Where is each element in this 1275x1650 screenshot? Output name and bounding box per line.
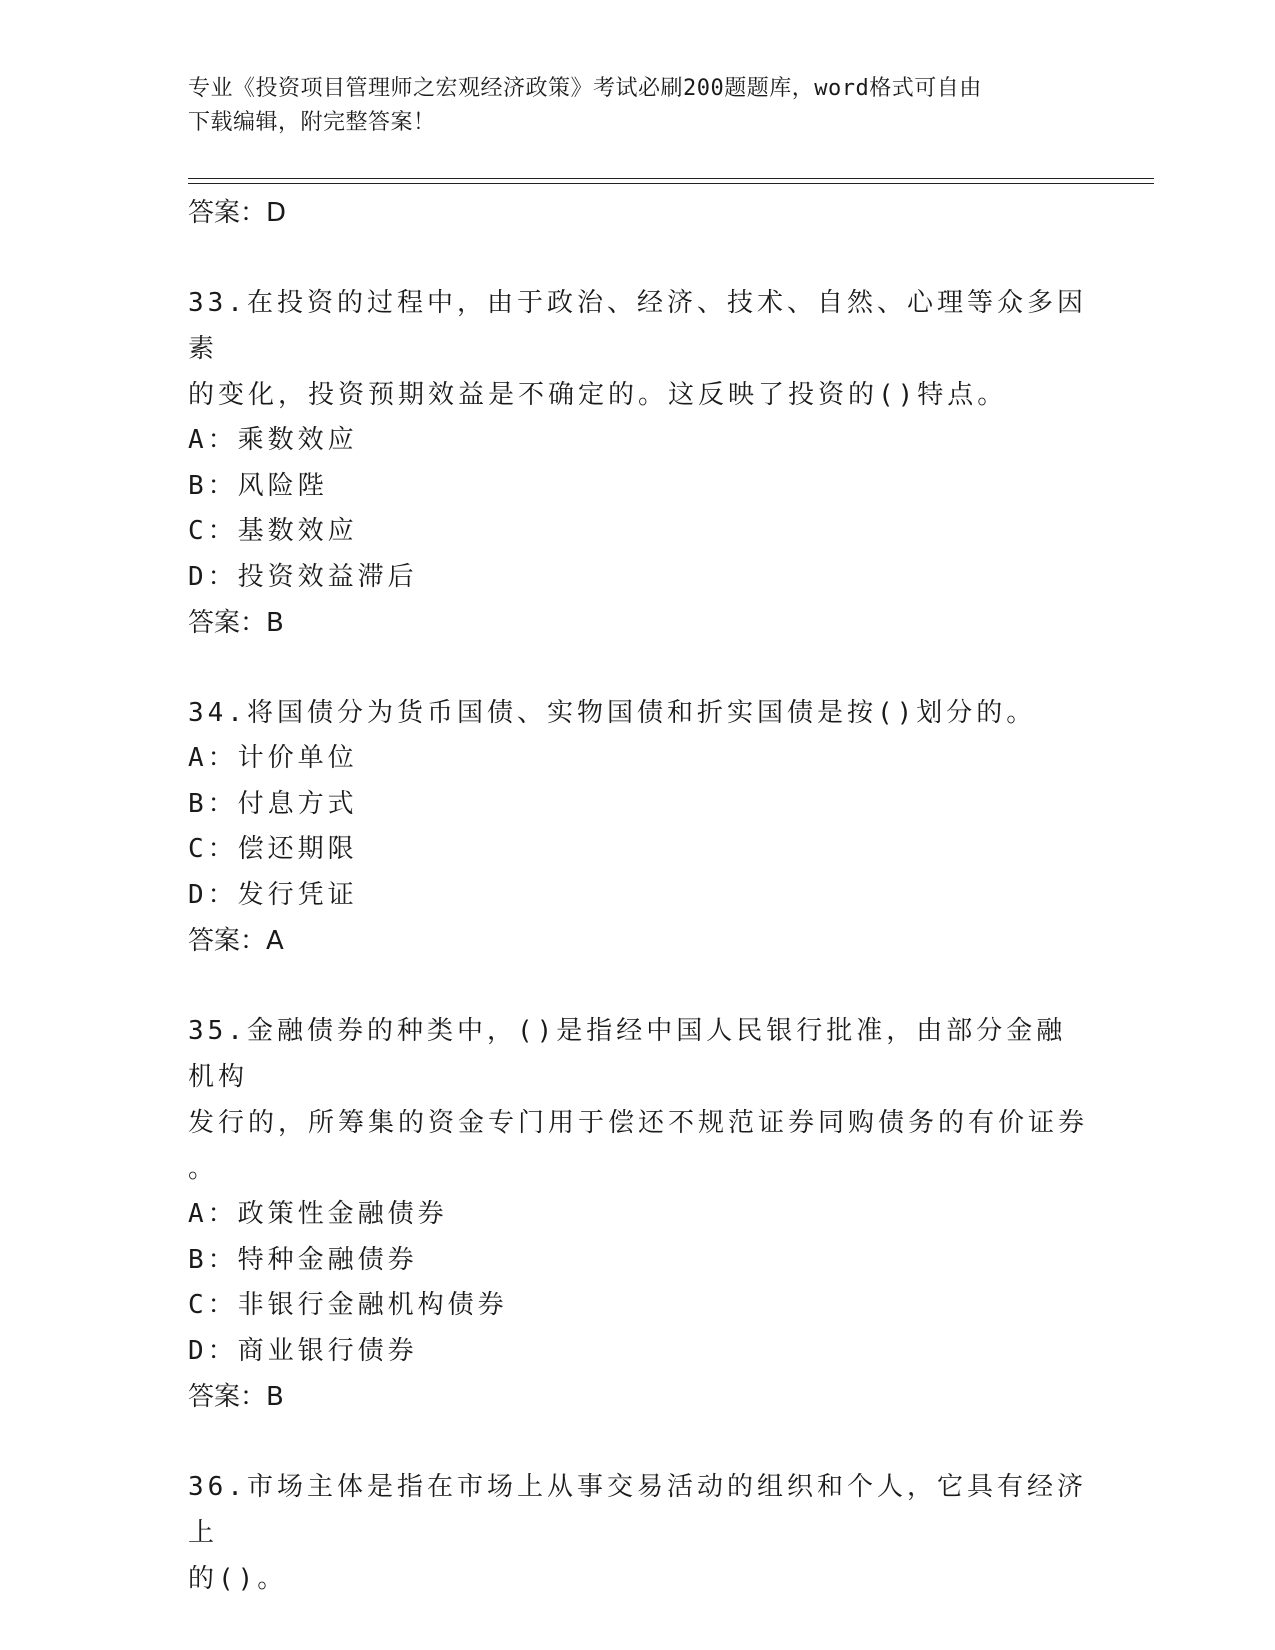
header-line-2: 下载编辑，附完整答案！: [188, 110, 436, 135]
option-b: B：风险陛: [188, 470, 328, 501]
document-body: [188, 190, 1088, 1602]
question-text: 的变化，投资预期效益是不确定的。这反映了投资的()特点。: [188, 380, 1008, 410]
option-d: D：投资效益滞后: [188, 561, 418, 592]
option-a: A：政策性金融债券: [188, 1199, 448, 1229]
question-text: 发行的，所筹集的资金专门用于偿还不规范证券同购债务的有价证券: [188, 1108, 1089, 1138]
header-divider-bottom: [188, 183, 1154, 184]
answer-line: 答案：B: [188, 1382, 284, 1412]
question-block-33: [188, 280, 1088, 646]
document-header: [188, 72, 1068, 140]
question-text: 34.将国债分为货币国债、实物国债和折实国债是按()划分的。: [188, 698, 1037, 728]
question-block-34: [188, 690, 1088, 964]
option-d: D：发行凭证: [188, 879, 358, 910]
option-a: A：乘数效应: [188, 425, 358, 455]
question-text: 35.金融债券的种类中，()是指经中国人民银行批准，由部分金融机构: [188, 1016, 1067, 1092]
answer-line: 答案：B: [188, 608, 284, 638]
option-d: D：商业银行债券: [188, 1335, 418, 1366]
question-text: 的()。: [188, 1564, 288, 1594]
option-b: B：付息方式: [188, 788, 358, 819]
question-block-36: [188, 1464, 1088, 1602]
option-c: C：非银行金融机构债券: [188, 1290, 508, 1320]
option-b: B：特种金融债券: [188, 1244, 418, 1275]
answer-line: 答案：D: [188, 198, 287, 228]
header-divider-top: [188, 178, 1154, 179]
question-block-35: [188, 1008, 1088, 1420]
question-text: 33.在投资的过程中，由于政治、经济、技术、自然、心理等众多因素: [188, 288, 1087, 364]
question-text: 36.市场主体是指在市场上从事交易活动的组织和个人，它具有经济上: [188, 1472, 1087, 1548]
answer-line: 答案：A: [188, 926, 284, 956]
option-a: A：计价单位: [188, 743, 358, 773]
question-text: 。: [188, 1154, 219, 1184]
option-c: C：基数效应: [188, 516, 358, 546]
option-c: C：偿还期限: [188, 834, 358, 864]
header-line-1: 专业《投资项目管理师之宏观经济政策》考试必刷200题题库，word格式可自由: [188, 76, 982, 101]
